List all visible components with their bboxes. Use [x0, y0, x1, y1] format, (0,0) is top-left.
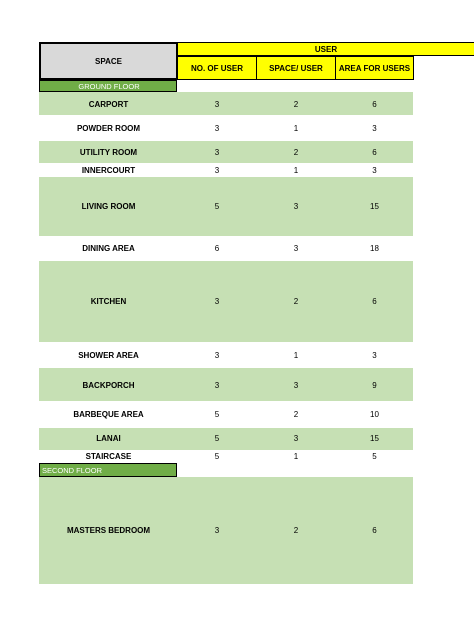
- section-ground-floor: GROUND FLOOR: [39, 80, 177, 92]
- table-row-area: 6: [372, 147, 377, 157]
- table-row-area: 3: [372, 165, 377, 175]
- table-row-area: 6: [372, 99, 377, 109]
- table-row-space-per-user: 1: [293, 350, 299, 360]
- table-row-space: SHOWER AREA: [78, 350, 139, 360]
- table-row-users: 3: [214, 380, 220, 390]
- table-row-area: 15: [370, 201, 379, 211]
- table-row-space: UTILITY ROOM: [79, 147, 138, 157]
- table-row-space-per-user: 1: [293, 123, 299, 133]
- table-row-space-per-user: 2: [293, 409, 299, 419]
- table-row-area: 6: [372, 296, 377, 306]
- table-row-users: 3: [214, 296, 220, 306]
- table-row-space-per-user: 3: [293, 380, 299, 390]
- table-row-area: 5: [372, 452, 377, 461]
- header-no-of-user: NO. OF USER: [177, 56, 257, 80]
- table-row-area: 3: [372, 350, 377, 360]
- table-row-users: 5: [214, 201, 220, 211]
- table-row-space-per-user: 2: [293, 99, 299, 109]
- table-row-space-per-user: 3: [293, 201, 299, 211]
- table-row-space: BACKPORCH: [82, 380, 135, 390]
- table-row-area: 10: [370, 409, 379, 419]
- table-row-space-per-user: 1: [293, 165, 299, 175]
- table-row-space: POWDER ROOM: [76, 123, 141, 133]
- table-row-area: 6: [372, 525, 377, 535]
- table-row-space: STAIRCASE: [85, 452, 132, 461]
- table-row-space-per-user: 2: [293, 296, 299, 306]
- table-row-space: KITCHEN: [90, 296, 127, 306]
- table-row-space: LANAI: [96, 433, 121, 443]
- table-row-space: LIVING ROOM: [81, 201, 136, 211]
- table-row-space: BARBEQUE AREA: [73, 409, 144, 419]
- table-row-users: 3: [214, 165, 220, 175]
- header-user: USER: [177, 42, 474, 56]
- table-row-users: 3: [214, 350, 220, 360]
- header-space-per-user: SPACE/ USER: [256, 56, 336, 80]
- table-row-users: 5: [214, 433, 220, 443]
- header-area-for-users: AREA FOR USERS: [335, 56, 414, 80]
- table-row-space-per-user: 2: [293, 525, 299, 535]
- table-row-users: 5: [214, 452, 220, 461]
- table-row-space-per-user: 3: [293, 433, 299, 443]
- table-row-area: 15: [370, 433, 379, 443]
- table-row-space: DINING AREA: [82, 243, 135, 253]
- table-row-space: CARPORT: [88, 99, 129, 109]
- table-row-space-per-user: 1: [293, 452, 299, 461]
- table-row-users: 6: [214, 243, 220, 253]
- table-row-space-per-user: 2: [293, 147, 299, 157]
- table-row-users: 3: [214, 525, 220, 535]
- table-row-users: 3: [214, 123, 220, 133]
- table-row-space-per-user: 3: [293, 243, 299, 253]
- table-row-users: 5: [214, 409, 220, 419]
- table-row-area: 3: [372, 123, 377, 133]
- table-row-space: INNERCOURT: [81, 165, 136, 175]
- table-row-users: 3: [214, 99, 220, 109]
- section-second-floor: SECOND FLOOR: [39, 463, 177, 477]
- table-row-area: 9: [372, 380, 377, 390]
- header-space: SPACE: [39, 42, 178, 80]
- table-row-space: MASTERS BEDROOM: [66, 525, 151, 535]
- table-row-area: 18: [370, 243, 379, 253]
- table-row-users: 3: [214, 147, 220, 157]
